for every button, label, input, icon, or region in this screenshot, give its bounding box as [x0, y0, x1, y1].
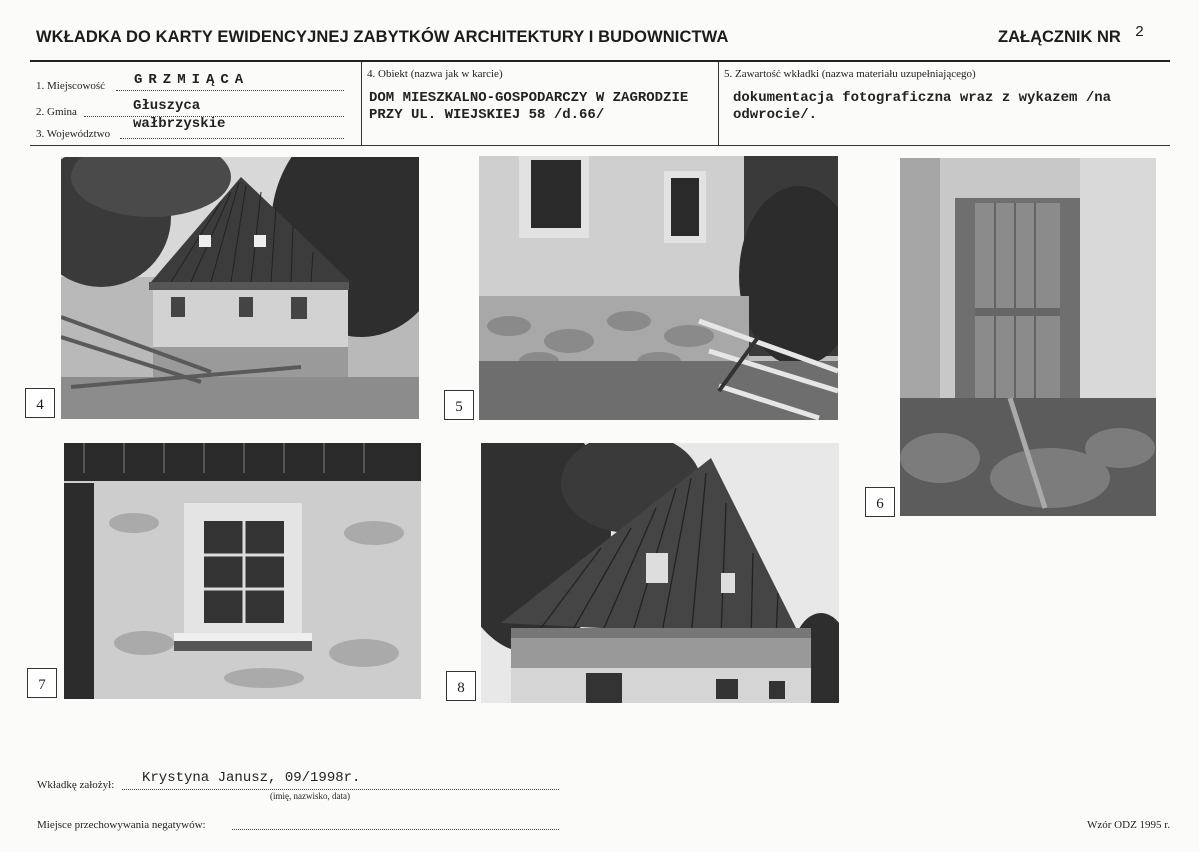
photo-4 — [61, 157, 419, 419]
obiekt-label: 4. Obiekt (nazwa jak w karcie) — [367, 68, 503, 80]
negatywy-label: Miejsce przechowywania negatywów: — [37, 819, 206, 831]
photo-6-number: 6 — [865, 487, 895, 517]
miejscowosc-value: GRZMIĄCA — [134, 72, 250, 88]
zawartosc-value-line2: odwrocie/. — [733, 107, 818, 123]
obiekt-value-line2: PRZY UL. WIEJSKIEJ 58 /d.66/ — [369, 107, 605, 123]
photo-8-number: 8 — [446, 671, 476, 701]
form-title: WKŁADKA DO KARTY EWIDENCYJNEJ ZABYTKÓW ARCHITEKTURY I BUDOWNICTWA — [36, 28, 729, 46]
annex-number: 2 — [1135, 24, 1145, 41]
zalozyl-dots — [122, 789, 559, 790]
photo-6 — [900, 158, 1156, 516]
photo-8 — [481, 443, 839, 703]
zalozyl-label: Wkładkę założył: — [37, 779, 115, 791]
column-divider-2 — [718, 62, 719, 146]
zalozyl-value: Krystyna Janusz, 09/1998r. — [142, 770, 361, 786]
header-top-rule — [30, 60, 1170, 62]
miejscowosc-label: 1. Miejscowość — [36, 80, 106, 92]
wojewodztwo-dots — [120, 138, 344, 139]
miejscowosc-dots — [116, 90, 344, 91]
photo-7-number: 7 — [27, 668, 57, 698]
gmina-label: 2. Gmina — [36, 106, 77, 118]
zawartosc-label: 5. Zawartość wkładki (nazwa materiału uzupełniającego) — [724, 68, 976, 80]
photo-5-number: 5 — [444, 390, 474, 420]
wojewodztwo-label: 3. Województwo — [36, 128, 111, 140]
zawartosc-value-line1: dokumentacja fotograficzna wraz z wykazem /na — [733, 90, 1112, 106]
obiekt-value-line1: DOM MIESZKALNO-GOSPODARCZY W ZAGRODZIE — [369, 90, 689, 106]
column-divider-1 — [361, 62, 362, 146]
photo-7 — [64, 443, 421, 699]
zalozyl-hint: (imię, nazwisko, data) — [270, 791, 350, 801]
photo-5 — [479, 156, 838, 420]
form-template-version: Wzór ODZ 1995 r. — [1087, 819, 1171, 831]
wojewodztwo-value: wałbrzyskie — [133, 116, 226, 132]
photo-4-number: 4 — [25, 388, 55, 418]
gmina-value: Głuszyca — [133, 98, 201, 114]
annex-label: ZAŁĄCZNIK NR — [998, 28, 1121, 46]
header-bottom-rule — [30, 145, 1170, 146]
negatywy-dots — [232, 829, 559, 830]
